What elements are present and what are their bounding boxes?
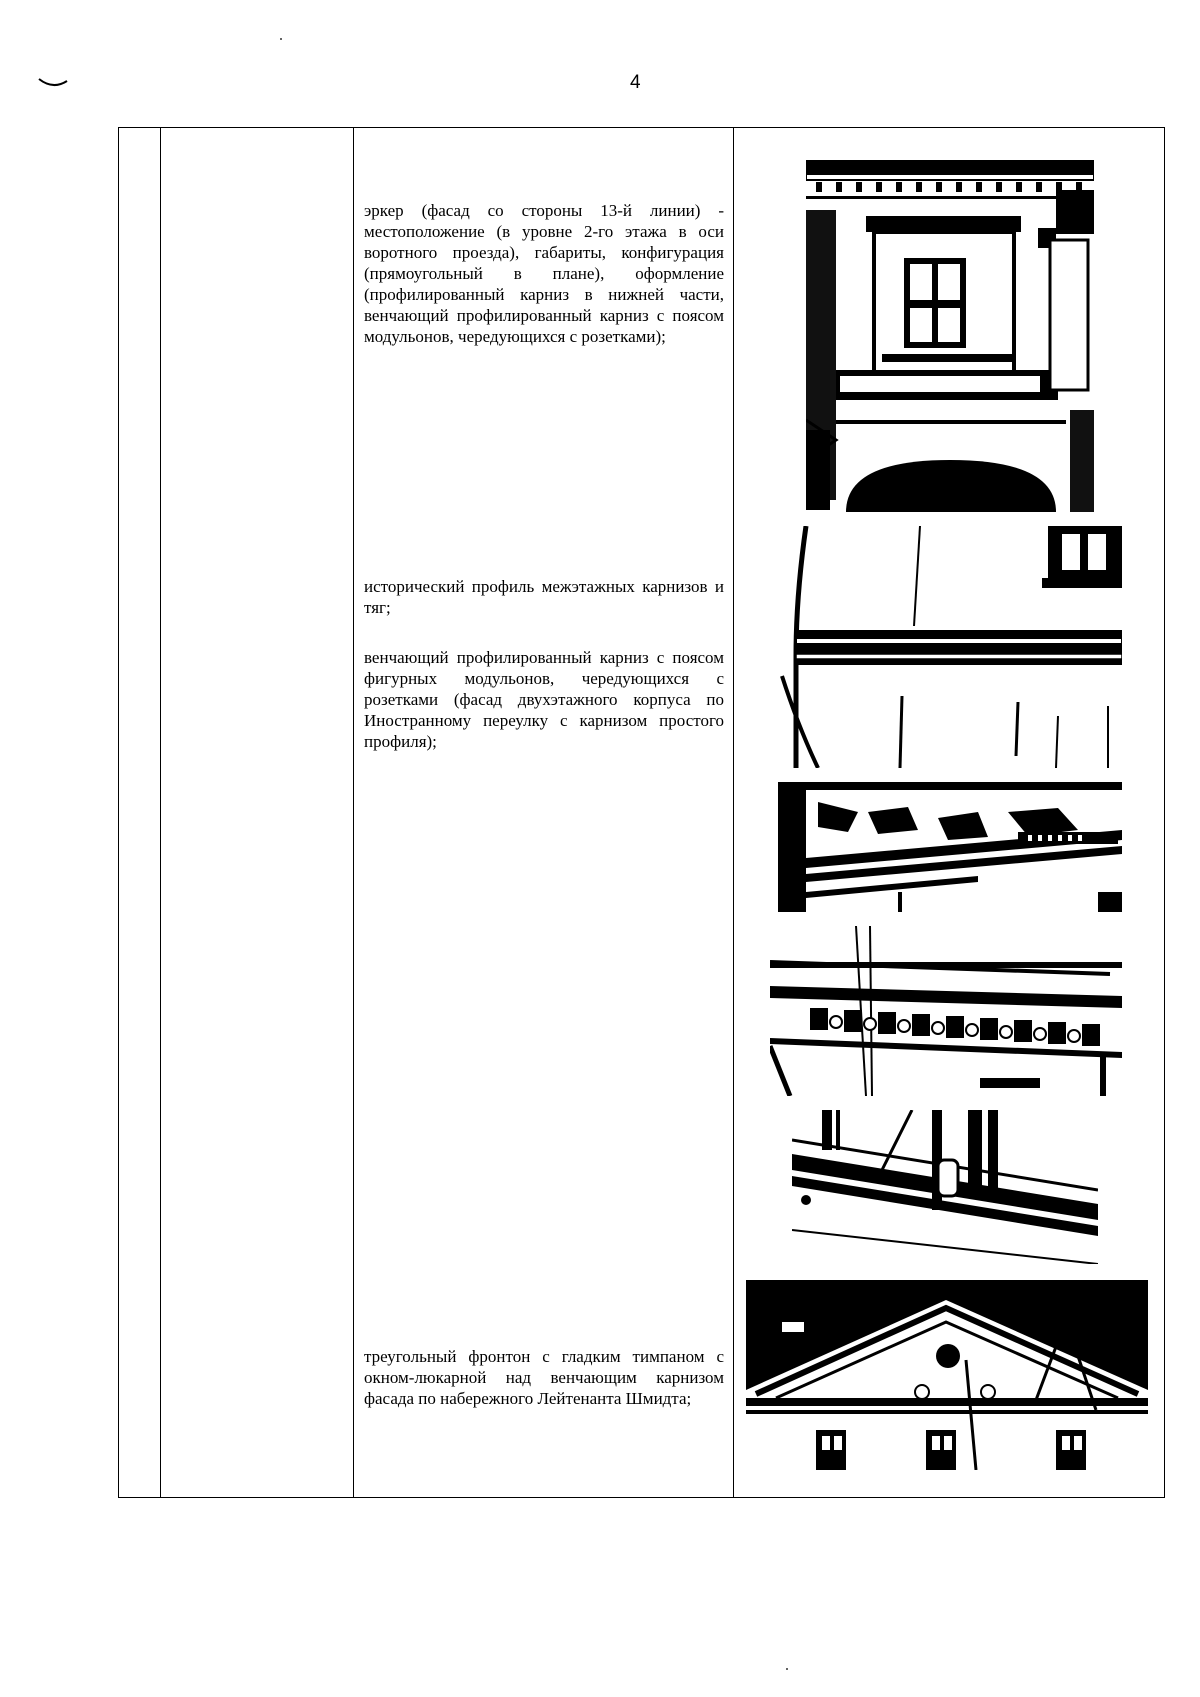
interfloor-cornice-photo [778, 526, 1122, 768]
simple-cornice-photo [792, 1110, 1098, 1264]
pediment-description: треугольный фронтон с гладким тимпаном с окном-люкарной над венчающим карнизом фасада по набережного Лейтенанта Шмидта; [364, 1347, 724, 1408]
column-divider [733, 128, 734, 1497]
column-divider [160, 128, 161, 1497]
cornice-detail-photo [778, 782, 1122, 912]
pediment-photo [746, 1280, 1148, 1470]
cornice-profile-description: исторический профиль межэтажных карнизов и тяг; [364, 577, 724, 617]
column-divider [353, 128, 354, 1497]
page-number: 4 [630, 72, 641, 93]
scan-mark [38, 78, 68, 88]
crowning-cornice-description: венчающий профилированный карниз с поясом фигурных модульонов, чередующихся с розетками (фасад двухэтажного корпуса по Иностранному переулку с карнизом простого профиля); [364, 648, 724, 751]
scan-speck [786, 1668, 788, 1670]
bay-window-photo [806, 130, 1094, 512]
scan-speck [280, 38, 282, 40]
bay-window-description: эркер (фасад со стороны 13-й линии) - местоположение (в уровне 2-го этажа в оси воротного проезда), габариты, конфигурация (прямоугольный в плане), оформление (профилированный карниз в нижней части, венчающий профилированный карниз с поясом модульонов, чередующихся с розетками); [364, 201, 724, 346]
cornice-modillions-photo [770, 926, 1122, 1096]
